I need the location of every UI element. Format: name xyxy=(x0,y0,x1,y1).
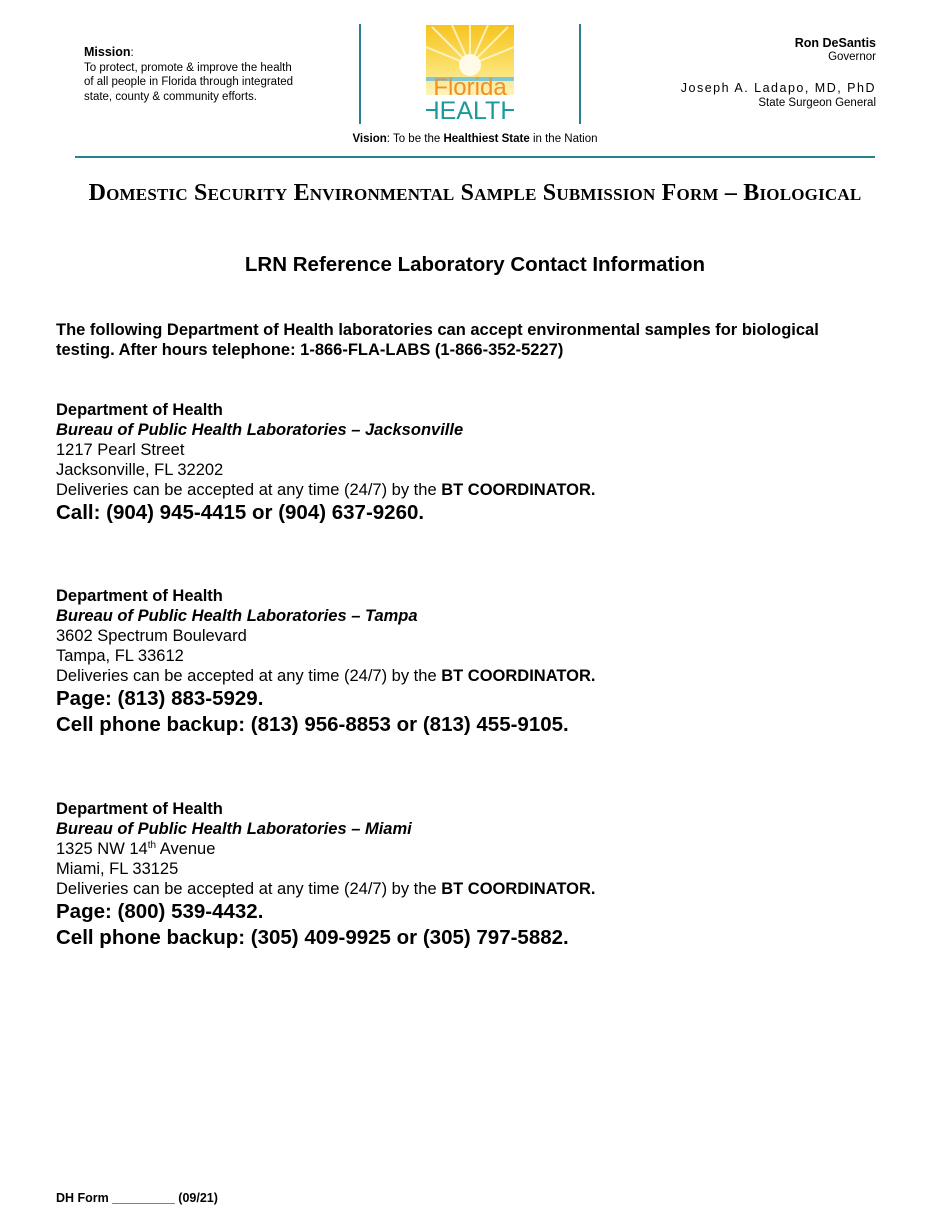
form-footer: DH Form _________ (09/21) xyxy=(56,1191,218,1205)
lab-delivery: Deliveries can be accepted at any time (24/7) by the BT COORDINATOR. xyxy=(56,481,596,499)
lab-bureau: Bureau of Public Health Laboratories – Jacksonville xyxy=(56,421,464,439)
header-rule xyxy=(75,156,875,158)
svg-text:Florida: Florida xyxy=(433,74,507,101)
lab-bureau: Bureau of Public Health Laboratories – Miami xyxy=(56,820,412,838)
surgeon-general-name: Joseph A. Ladapo, MD, PhD xyxy=(680,81,876,95)
vision-label: Vision xyxy=(352,133,387,145)
lab-delivery: Deliveries can be accepted at any time (24/7) by the BT COORDINATOR. xyxy=(56,667,596,685)
section-title: LRN Reference Laboratory Contact Information xyxy=(244,253,706,276)
lab-jacksonville xyxy=(56,400,896,526)
lab-city: Miami, FL 33125 xyxy=(56,860,179,878)
mission-text: To protect, promote & improve the health of all people in Florida through integrated state, county & community efforts. xyxy=(84,61,294,103)
lab-street: 1325 NW 14th Avenue xyxy=(56,840,216,858)
florida-health-logo xyxy=(426,25,514,121)
lab-bureau: Bureau of Public Health Laboratories – Tampa xyxy=(56,607,418,625)
lab-dept: Department of Health xyxy=(56,800,223,818)
vision-statement: Vision: To be the Healthiest State in the Nation xyxy=(352,133,598,145)
mission-block xyxy=(84,45,294,104)
form-title: Domestic Security Environmental Sample Submission Form – Biological xyxy=(88,180,862,206)
officials-block xyxy=(576,36,876,109)
intro-paragraph: The following Department of Health laboratories can accept environmental samples for biological testing. After hours telephone: 1-866-FLA-LABS (1-866-352-5227) xyxy=(56,321,819,359)
lab-tampa xyxy=(56,586,896,738)
governor-title: Governor xyxy=(828,51,876,63)
governor-name: Ron DeSantis xyxy=(794,36,876,50)
lab-cell-backup: Cell phone backup: (305) 409-9925 or (305) 797-5882. xyxy=(56,926,569,949)
svg-text:HEALTH: HEALTH xyxy=(426,97,514,121)
lab-pager: Page: (800) 539-4432. xyxy=(56,900,264,923)
lab-dept: Department of Health xyxy=(56,587,223,605)
lab-miami xyxy=(56,799,896,951)
surgeon-general-title: State Surgeon General xyxy=(758,97,876,109)
lab-contact-phone: Call: (904) 945-4415 or (904) 637-9260. xyxy=(56,501,425,524)
mission-colon: : xyxy=(130,47,134,59)
mission-label: Mission xyxy=(84,45,131,59)
lab-delivery: Deliveries can be accepted at any time (24/7) by the BT COORDINATOR. xyxy=(56,880,596,898)
lab-dept: Department of Health xyxy=(56,401,223,419)
lab-pager: Page: (813) 883-5929. xyxy=(56,687,264,710)
lab-cell-backup: Cell phone backup: (813) 956-8853 or (813) 455-9105. xyxy=(56,713,569,736)
header-divider-left xyxy=(359,24,361,124)
lab-street: 1217 Pearl Street xyxy=(56,441,185,459)
lab-street: 3602 Spectrum Boulevard xyxy=(56,627,247,645)
lab-city: Tampa, FL 33612 xyxy=(56,647,184,665)
lab-city: Jacksonville, FL 32202 xyxy=(56,461,224,479)
vision-highlight: Healthiest State xyxy=(443,133,530,145)
